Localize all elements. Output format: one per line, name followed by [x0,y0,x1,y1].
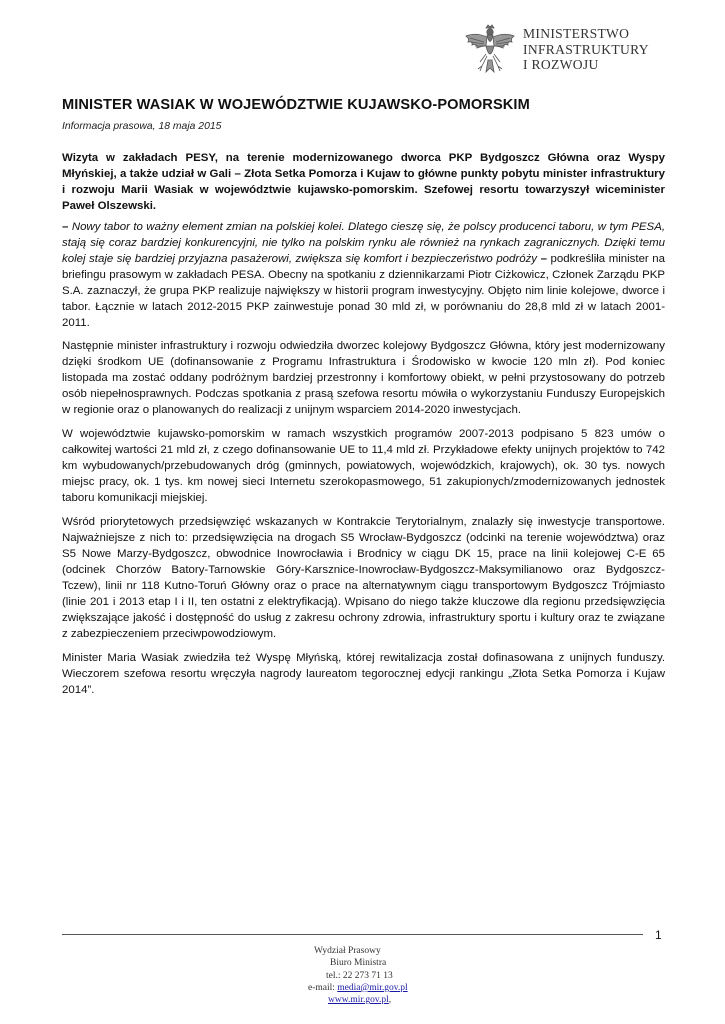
footer-office: Biuro Ministra [330,958,387,969]
paragraph: Minister Maria Wasiak zwiedziła też Wyspę Młyńską, której rewitalizacja został dofinasowana z unijnych funduszy. Wieczorem szefowa resortu wręczyła nagrody laureatom tegorocznej edycji rankingu „Złota Setka Pomorza i Kujaw 2014”. [62,652,665,696]
website-link[interactable]: www.mir.gov.pl [328,995,389,1006]
paragraph-quote [62,219,665,331]
quote-dash: – [62,221,69,233]
page-number: 1 [655,928,662,942]
polish-eagle-emblem-icon [462,22,518,78]
ministry-name-line: INFRASTRUKTURY [523,41,649,57]
page-title: MINISTER WASIAK W WOJEWÓDZTWIE KUJAWSKO-POMORSKIM [62,97,530,113]
footer-website-line [328,994,470,1006]
paragraph: W województwie kujawsko-pomorskim w ramach wszystkich programów 2007-2013 podpisano 5 823 umów o całkowitej wartości 21 mld zł, z czego dofinansowanie UE to 11,4 mld zł. Przykładowe efekty unijnych projektów to 742 km wybudowanych/przebudowanych dróg (gminnych, powiatowych, wojewódzkich, krajowych), ok. 30 tys. nowych miejsc pracy, ok. 1 tys. km nowej sieci Internetu szerokopasmowego, 51 zakupionych/zmodernizowanych jednostek taboru komunikacji miejskiej. [62,428,665,504]
footer-department: Wydział Prasowy [314,946,381,956]
quote-end-dash: – [540,253,547,265]
article-body [62,150,665,706]
footer-contact [270,945,470,1006]
lead-paragraph: Wizyta w zakładach PESY, na terenie modernizowanego dworca PKP Bydgoszcz Główna oraz Wyspy Młyńskiej, a także udział w Gali – Złota Setka Pomorza i Kujaw to główne punkty pobytu minister infrastruktury i rozwoju Marii Wasiak w województwie kujawsko-pomorskim. Szefowej resortu towarzyszył wiceminister Paweł Olszewski. [62,152,665,212]
footer-divider [62,934,643,935]
website-suffix: , [388,995,392,1006]
quote-text: Nowy tabor to ważny element zmian na polskiej kolei. Dlatego cieszę się, że polscy producenci taboru, w tym PESA, stają się coraz bardziej konkurencyjni, nie tylko na polskim rynku ale również na rynkach zagranicznych. Dzięki temu kolej staje się bardziej przyjazna pasażerowi, zwiększa się komfort i bezpieczeństwo podróży [62,221,665,265]
paragraph: Wśród priorytetowych przedsięwzięć wskazanych w Kontrakcie Terytorialnym, znalazły się inwestycje transportowe. Najważniejsze z nich to: przedsięwzięcia na drogach S5 Wrocław-Bydgoszcz (odcinki na terenie województwa) oraz S5 Nowe Marzy-Bydgoszcz, obwodnice Inowrocławia i Brodnicy w ciągu DK 15, prace na linii kolejowej C-E 65 (odcinek Chorzów Batory-Tarnowskie Góry-Karsznice-Inowrocław-Bydgoszcz-Maksymilianowo oraz Bydgoszcz-Tczew), linii nr 118 Kutno-Toruń Główny oraz o prace na alternatywnym ciągu transportowym Bydgoszcz Trójmiasto (linie 201 i 2013 etap I i II, ten ostatni z elektryfikacją). Wpisano do niego także kluczowe dla regionu przedsięwzięcia zwiększające jakość i dostępność do usług z zakresu ochrony zdrowia, infrastruktury sportu i kultury oraz te związane z zabezpieczeniem przeciwpowodziowym. [62,516,665,640]
ministry-name [523,26,649,73]
paragraph: Następnie minister infrastruktury i rozwoju odwiedziła dworzec kolejowy Bydgoszcz Główna, który jest modernizowany dzięki środkom UE (dofinansowanie z Programu Infrastruktura i Środowisko w kwocie 120 mln zł). Pod koniec listopada ma zostać oddany podróżnym bardziej przestronny i komfortowy obiekt, w pełni przystosowany do potrzeb osób niepełnosprawnych. Podczas spotkania z prasą szefowa resortu mówiła o wykorzystaniu Funduszy Europejskich w regionie oraz o planowanych do realizacji z unijnym wsparciem 2014-2020 inwestycjach. [62,340,665,416]
press-release-date: Informacja prasowa, 18 maja 2015 [62,121,222,132]
email-link[interactable]: media@mir.gov.pl [337,982,408,993]
quote-continuation: podkreśliła minister na briefingu prasowym w zakładach PESA. Obecny na spotkaniu z dziennikarzami Piotr Ciżkowicz, Członek Zarządu PKP S.A. zaznaczył, że grupa PKP realizuje największy w historii program inwestycyjny. Objęto nim linie kolejowe, dworce i tabor. Łącznie w latach 2012-2015 PKP zainwestuje ponad 30 mld zł, w porównaniu do 28,8 mld zł w latach 2001-2011. [62,253,665,329]
email-label: e-mail: [308,982,338,993]
footer-phone: tel.: 22 273 71 13 [326,970,393,981]
ministry-name-line: I ROZWOJU [523,57,599,72]
footer-email-line [308,982,470,994]
ministry-name-line: MINISTERSTWO [523,26,630,41]
